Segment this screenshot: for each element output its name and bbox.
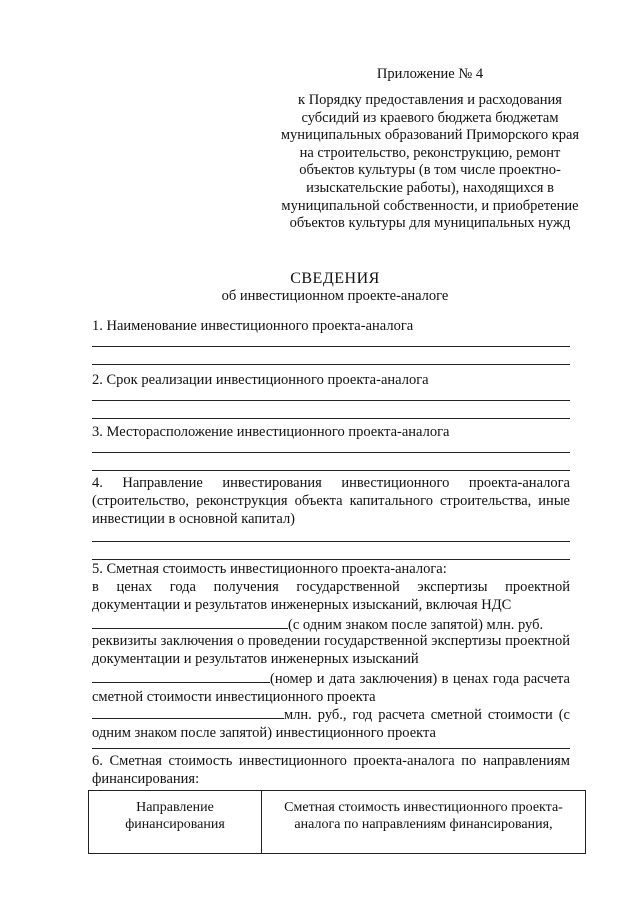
- financing-table: [88, 790, 586, 854]
- section-5-expertise-text: [92, 632, 570, 668]
- section-5-price-line: [92, 614, 570, 634]
- table-header-cost: Сметная стоимость инвестиционного проекта-аналога по направлениям финансирования,: [262, 791, 586, 854]
- section-5-price-tail: (с одним знаком после запятой) млн. руб.: [288, 617, 544, 633]
- section-5-calc-tail: млн. руб., год расчета сметной стоимости (с одним знаком после запятой) инвестиционного проекта: [92, 707, 570, 741]
- expertise-blank: [92, 668, 270, 683]
- section-5-line: [92, 748, 570, 749]
- section-2-line: [92, 400, 570, 401]
- price-blank: [92, 614, 288, 629]
- section-2-label: 2. Срок реализации инвестиционного проекта-аналога: [92, 372, 429, 388]
- section-4-label: 4. Направление инвестирования инвестиционного проекта-аналога (строительство, реконструкция объекта капитального строительства, иные инвестиции в основной капитал): [92, 475, 570, 527]
- table-header-direction: Направление финансирования: [89, 791, 262, 854]
- section-5-calc-line: [92, 704, 570, 742]
- table-row: [89, 791, 586, 854]
- section-5-price-text: [92, 578, 570, 614]
- section-5-expertise-label: реквизиты заключения о проведении государственной экспертизы проектной документации и результатов инженерных изысканий: [92, 633, 570, 667]
- section-4-line: [92, 541, 570, 542]
- section-5-expertise-line: [92, 668, 570, 706]
- section-2-line: [92, 418, 570, 419]
- section-5-price-label: в ценах года получения государственной экспертизы проектной документации и результатов инженерных изысканий, включая НДС: [92, 579, 570, 613]
- section-1-label: 1. Наименование инвестиционного проекта-аналога: [92, 318, 414, 334]
- section-3-line: [92, 470, 570, 471]
- section-6-label: 6. Сметная стоимость инвестиционного проекта-аналога по направлениям финансирования:: [92, 753, 570, 787]
- calc-blank: [92, 704, 284, 719]
- document-title: СВЕДЕНИЯ: [290, 270, 380, 287]
- document-subtitle: об инвестиционном проекте-аналоге: [221, 288, 449, 304]
- section-1-line: [92, 346, 570, 347]
- appendix-body: к Порядку предоставления и расходования субсидий из краевого бюджета бюджетам муниципальных образований Приморского края на строительство, реконструкцию, ремонт объектов культуры (в том числе проектно-изыскательские работы), находящихся в муниципальной собственности, и приобретение объектов культуры для муниципальных нужд: [280, 92, 580, 232]
- appendix-title: Приложение № 4: [376, 66, 484, 82]
- section-5-expertise-tail: (номер и дата заключения) в ценах года расчета сметной стоимости инвестиционного проекта: [92, 671, 570, 705]
- section-5-title: 5. Сметная стоимость инвестиционного проекта-аналога:: [92, 561, 447, 577]
- section-3-line: [92, 452, 570, 453]
- section-3-label: 3. Месторасположение инвестиционного проекта-аналога: [92, 424, 450, 440]
- section-1-line: [92, 364, 570, 365]
